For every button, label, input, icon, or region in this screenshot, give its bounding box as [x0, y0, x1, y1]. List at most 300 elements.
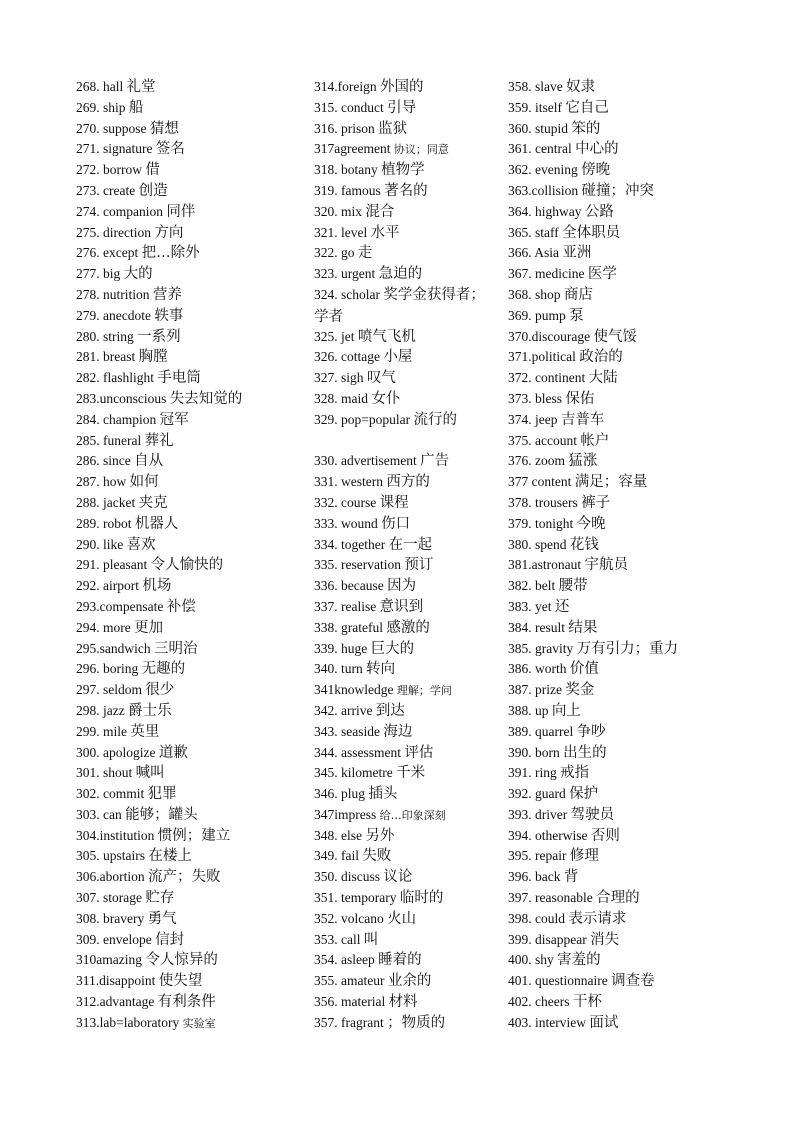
vocab-english-word: 361. central: [508, 141, 576, 157]
vocab-english-word: 379. tonight: [508, 515, 577, 531]
vocab-entry: [508, 950, 720, 971]
vocab-chinese-meaning: 失去知觉的: [169, 390, 243, 407]
vocab-chinese-meaning: 广告: [420, 453, 450, 470]
vocab-entry: [314, 535, 486, 556]
vocab-entry: [508, 181, 720, 202]
vocab-english-word: 381.astronaut: [508, 557, 585, 573]
vocab-english-word: 398. could: [508, 910, 569, 926]
vocab-chinese-meaning: 奖金: [565, 682, 595, 699]
vocab-english-word: 358. slave: [508, 79, 567, 94]
vocab-english-word: 320. mix: [314, 203, 366, 219]
vocab-entry: [76, 867, 308, 888]
vocab-entry: [76, 680, 308, 701]
vocab-english-word: 326. cottage: [314, 349, 384, 365]
vocab-chinese-meaning: 流行的: [413, 411, 457, 428]
vocab-english-word: 365. staff: [508, 224, 563, 240]
vocab-column-2: [314, 77, 486, 1034]
vocab-entry: [508, 1013, 720, 1034]
vocab-chinese-meaning: 同伴: [166, 203, 196, 220]
vocab-entry: [508, 431, 720, 452]
vocab-english-word: 354. asleep: [314, 952, 379, 968]
vocab-chinese-meaning: 更加: [134, 619, 164, 636]
vocab-english-word: 393. driver: [508, 806, 571, 822]
vocab-english-word: 329. pop=popular: [314, 411, 414, 427]
vocab-english-word: 334. together: [314, 536, 389, 552]
vocab-chinese-meaning: 伤口: [381, 515, 411, 532]
vocab-chinese-meaning: 宇航员: [584, 557, 628, 574]
vocab-chinese-meaning: 争吵: [576, 723, 606, 740]
vocab-english-word: 333. wound: [314, 515, 382, 531]
vocab-entry: [76, 223, 308, 244]
vocab-english-word: 316. prison: [314, 120, 379, 136]
vocab-english-word: 343. seaside: [314, 723, 384, 739]
vocab-chinese-meaning: 叹气: [366, 370, 396, 387]
vocab-chinese-meaning: 有利条件: [157, 994, 216, 1011]
vocab-chinese-meaning: 猛涨: [568, 453, 598, 470]
vocab-chinese-meaning: 植物学: [381, 162, 425, 179]
vocab-entry: [314, 701, 486, 722]
vocab-chinese-meaning: 小屋: [383, 349, 413, 366]
vocab-entry: [508, 98, 720, 119]
vocab-entry: [314, 909, 486, 930]
vocab-english-word: 340. turn: [314, 661, 367, 677]
vocab-entry: [508, 368, 720, 389]
vocab-english-word: 293.compensate: [76, 598, 167, 614]
vocab-chinese-meaning: 西方的: [386, 474, 430, 491]
vocab-entry: [508, 285, 720, 306]
vocab-chinese-meaning: 借: [145, 162, 160, 179]
vocab-entry: [508, 514, 720, 535]
vocab-english-word: 317agreement: [314, 141, 394, 157]
vocab-entry: [508, 701, 720, 722]
vocab-english-word: 330. advertisement: [314, 453, 421, 469]
vocab-entry: [314, 451, 486, 472]
vocab-chinese-meaning: 万有引力；重力: [576, 640, 679, 657]
vocab-entry: [76, 306, 308, 327]
vocab-chinese-meaning: 犯罪: [147, 786, 177, 803]
vocab-entry: [76, 472, 308, 493]
vocab-entry: [314, 950, 486, 971]
vocab-english-word: 375. account: [508, 432, 581, 448]
vocab-chinese-meaning: 意识到: [379, 598, 424, 615]
vocab-english-word: 284. champion: [76, 411, 160, 427]
vocab-chinese-meaning: 材料: [388, 994, 418, 1011]
vocab-chinese-meaning: 一系列: [137, 328, 181, 345]
vocab-english-word: 341knowledge: [314, 682, 397, 698]
vocab-entry: [508, 77, 720, 98]
vocab-entry: [508, 743, 720, 764]
vocab-english-word: 273. create: [76, 182, 139, 198]
vocab-chinese-meaning: 吉普车: [560, 411, 605, 428]
vocab-entry: [76, 535, 308, 556]
vocab-entry: [314, 493, 486, 514]
vocab-english-word: 359. itself: [508, 99, 566, 115]
vocab-chinese-meaning: 裤子: [581, 494, 611, 511]
vocab-chinese-meaning: 轶事: [154, 307, 184, 324]
vocab-english-word: 380. spend: [508, 536, 570, 552]
vocab-entry: [76, 1013, 308, 1034]
vocab-chinese-meaning: 创造: [138, 182, 168, 199]
vocab-chinese-meaning: 三明治: [154, 640, 198, 657]
vocab-entry: [314, 722, 486, 743]
vocab-chinese-meaning: 保佑: [565, 390, 595, 407]
vocab-entry: [508, 119, 720, 140]
vocab-english-word: 279. anecdote: [76, 307, 155, 323]
vocab-chinese-meaning: 喊叫: [135, 765, 165, 782]
vocab-chinese-meaning: 奖学金获得者；学者: [314, 286, 485, 325]
vocab-english-word: 315. conduct: [314, 99, 388, 115]
vocab-entry: [76, 763, 308, 784]
vocab-entry: [76, 722, 308, 743]
vocab-entry: [508, 472, 720, 493]
vocab-chinese-meaning: 胸膛: [138, 349, 168, 366]
vocab-entry: [314, 98, 486, 119]
vocab-english-word: 303. can: [76, 806, 126, 822]
vocab-entry: [76, 119, 308, 140]
vocab-chinese-meaning: 勇气: [147, 910, 177, 927]
vocab-english-word: 356. material: [314, 994, 389, 1010]
vocab-english-word: 360. stupid: [508, 120, 572, 136]
vocab-english-word: 332. course: [314, 494, 380, 510]
vocab-chinese-meaning: 表示请求: [568, 910, 627, 927]
vocab-english-word: 395. repair: [508, 848, 570, 864]
vocab-entry: [508, 763, 720, 784]
vocab-entry: [508, 618, 720, 639]
vocab-english-word: 297. seldom: [76, 682, 146, 698]
vocab-chinese-meaning: 信封: [155, 931, 185, 948]
vocab-chinese-meaning: 叫: [363, 931, 379, 948]
vocab-entry: [76, 389, 308, 410]
vocab-entry: [314, 867, 486, 888]
vocab-english-word: 344. assessment: [314, 744, 405, 760]
vocab-entry: [76, 431, 308, 452]
vocab-entry: [508, 784, 720, 805]
vocab-english-word: 399. disappear: [508, 931, 591, 947]
vocab-entry: [314, 368, 486, 389]
vocab-entry: [314, 618, 486, 639]
vocab-chinese-meaning: 花钱: [569, 536, 599, 553]
vocab-column-3: [508, 77, 720, 1034]
vocab-chinese-meaning: 把…除外: [141, 245, 200, 262]
vocab-entry: [314, 846, 486, 867]
vocab-entry: [508, 805, 720, 826]
vocab-english-word: 362. evening: [508, 162, 582, 178]
vocab-chinese-meaning: 笨的: [571, 120, 601, 137]
vocab-entry: [76, 639, 308, 660]
vocab-english-word: 336. because: [314, 578, 388, 594]
vocab-chinese-meaning: 睡着的: [378, 952, 422, 969]
vocab-entry: [76, 576, 308, 597]
vocab-entry: [76, 98, 308, 119]
vocab-english-word: 352. volcano: [314, 910, 388, 926]
vocab-chinese-meaning: 修理: [569, 848, 599, 865]
vocab-entry: [76, 368, 308, 389]
vocab-english-word: 322. go: [314, 245, 358, 261]
vocab-chinese-meaning: 评估: [404, 744, 434, 761]
vocab-chinese-meaning: 猜想: [149, 120, 179, 137]
vocab-entry: [508, 722, 720, 743]
vocab-chinese-meaning: 礼堂: [126, 79, 156, 95]
vocab-chinese-meaning: 结果: [568, 619, 598, 636]
vocab-chinese-meaning: 在一起: [388, 536, 433, 553]
vocab-english-word: 367. medicine: [508, 266, 588, 282]
vocab-chinese-meaning: 泵: [569, 307, 584, 324]
vocab-chinese-meaning: 转向: [366, 661, 396, 678]
vocab-english-word: 368. shop: [508, 286, 564, 302]
vocab-chinese-meaning: 火山: [387, 910, 417, 927]
vocab-english-word: 270. suppose: [76, 120, 150, 136]
vocab-entry: [76, 264, 308, 285]
vocab-chinese-meaning: 医学: [587, 266, 617, 283]
vocab-entry: [314, 285, 486, 327]
vocab-english-word: 294. more: [76, 619, 135, 635]
vocab-english-word: 275. direction: [76, 224, 155, 240]
vocab-entry: [314, 514, 486, 535]
vocab-chinese-meaning: 外国的: [379, 79, 424, 95]
vocab-entry: [76, 285, 308, 306]
vocab-entry: [314, 139, 486, 160]
vocab-chinese-meaning: 令人愉快的: [150, 557, 224, 574]
vocab-chinese-meaning: 政治的: [579, 349, 623, 366]
vocab-entry: [314, 264, 486, 285]
vocab-english-word: 319. famous: [314, 182, 385, 198]
vocab-english-word: 271. signature: [76, 141, 156, 157]
vocab-entry: [508, 327, 720, 348]
vocab-entry: [508, 867, 720, 888]
vocab-chinese-meaning: 中心的: [575, 141, 619, 158]
vocab-chinese-meaning: 临时的: [399, 890, 444, 907]
vocab-chinese-meaning: 使气馁: [593, 328, 637, 345]
vocab-chinese-meaning: 商店: [563, 286, 593, 303]
vocab-chinese-meaning: 预订: [404, 557, 434, 574]
vocab-english-word: 342. arrive: [314, 702, 376, 718]
vocab-english-word: 370.discourage: [508, 328, 594, 344]
vocab-entry: [314, 410, 486, 452]
vocab-chinese-meaning: 签名: [155, 141, 185, 158]
vocab-english-word: 345. kilometre: [314, 765, 397, 781]
vocab-entry: [76, 77, 308, 98]
vocab-english-word: 296. boring: [76, 661, 142, 677]
vocab-english-word: 374. jeep: [508, 411, 561, 427]
vocab-chinese-meaning: 满足；容量: [574, 474, 648, 491]
vocab-english-word: 287. how: [76, 474, 130, 490]
vocab-entry: [508, 410, 720, 431]
vocab-entry: [314, 826, 486, 847]
vocab-chinese-meaning: ；物质的: [387, 1014, 446, 1031]
vocab-chinese-meaning: 无趣的: [141, 661, 186, 678]
vocab-chinese-meaning: 方向: [154, 224, 184, 241]
vocab-chinese-meaning: 奴隶: [566, 79, 596, 95]
vocab-chinese-meaning: 如何: [129, 474, 159, 491]
vocab-chinese-meaning: 葬礼: [144, 432, 174, 449]
vocab-english-word: 366. Asia: [508, 245, 563, 261]
vocab-chinese-meaning: 调查卷: [611, 973, 655, 990]
vocab-chinese-meaning: 保护: [569, 786, 599, 803]
vocab-entry: [76, 743, 308, 764]
vocab-chinese-meaning: 害羞的: [557, 952, 601, 969]
vocab-english-word: 323. urgent: [314, 266, 379, 282]
vocab-english-word: 348. else: [314, 827, 366, 843]
vocab-chinese-meaning: 能够；罐头: [125, 806, 198, 823]
vocab-english-word: 301. shout: [76, 765, 136, 781]
vocab-entry: [508, 846, 720, 867]
vocab-english-word: 272. borrow: [76, 162, 146, 178]
vocab-entry: [314, 202, 486, 223]
vocab-english-word: 325. jet: [314, 328, 358, 344]
vocab-entry: [76, 992, 308, 1013]
vocab-entry: [508, 243, 720, 264]
vocab-chinese-meaning: 碰撞；冲突: [581, 182, 654, 199]
vocab-english-word: 350. discuss: [314, 869, 384, 885]
vocab-chinese-meaning: 喷气飞机: [357, 328, 416, 345]
vocab-entry: [76, 701, 308, 722]
vocab-english-word: 289. robot: [76, 515, 135, 531]
vocab-entry: [508, 451, 720, 472]
vocab-chinese-meaning: 面试: [589, 1014, 619, 1031]
vocab-english-word: 387. prize: [508, 682, 566, 698]
vocab-english-word: 373. bless: [508, 390, 566, 406]
vocab-entry: [314, 930, 486, 951]
vocab-english-word: 377 content: [508, 474, 575, 490]
vocab-chinese-meaning: 巨大的: [370, 640, 415, 657]
vocab-chinese-meaning: 营养: [152, 286, 182, 303]
vocab-chinese-meaning: 夹克: [138, 494, 168, 511]
vocab-english-word: 328. maid: [314, 390, 372, 406]
vocab-english-word: 378. trousers: [508, 494, 582, 510]
vocab-entry: [314, 347, 486, 368]
vocab-english-word: 304.institution: [76, 827, 158, 843]
vocab-entry: [508, 347, 720, 368]
vocab-chinese-meaning: 全体职员: [562, 224, 621, 241]
vocab-entry: [508, 888, 720, 909]
vocab-english-word: 397. reasonable: [508, 890, 597, 906]
vocab-chinese-meaning: 道歉: [158, 744, 188, 761]
vocab-chinese-meaning: 因为: [387, 578, 417, 595]
vocab-chinese-meaning: 到达: [375, 702, 405, 719]
vocab-english-word: 327. sigh: [314, 370, 367, 386]
vocab-english-word: 285. funeral: [76, 432, 145, 448]
vocab-entry: [508, 493, 720, 514]
vocab-entry: [314, 576, 486, 597]
vocab-chinese-meaning: 课程: [379, 494, 409, 511]
vocab-english-word: 353. call: [314, 931, 364, 947]
vocab-chinese-meaning: 冠军: [159, 411, 189, 428]
vocab-chinese-meaning: 向上: [551, 702, 581, 719]
vocab-english-word: 347impress: [314, 806, 380, 822]
vocab-chinese-meaning: 千米: [396, 765, 426, 782]
vocab-chinese-meaning: 它自己: [565, 99, 609, 116]
vocab-english-word: 371.political: [508, 349, 580, 365]
vocab-english-word: 310amazing: [76, 952, 146, 968]
vocab-english-word: 318. botany: [314, 162, 382, 178]
vocab-english-word: 346. plug: [314, 786, 369, 802]
vocab-entry: [508, 909, 720, 930]
vocab-chinese-meaning: 帐户: [580, 432, 610, 449]
vocab-chinese-meaning: 价值: [569, 661, 599, 678]
vocab-english-word: 305. upstairs: [76, 848, 149, 864]
vocab-entry: [76, 139, 308, 160]
vocab-entry: [508, 992, 720, 1013]
vocab-entry: [76, 930, 308, 951]
vocab-entry: [314, 77, 486, 98]
vocab-entry: [508, 535, 720, 556]
vocab-entry: [508, 639, 720, 660]
vocab-chinese-meaning: 驾驶员: [570, 806, 615, 823]
vocab-entry: [314, 160, 486, 181]
vocab-entry: [76, 202, 308, 223]
vocab-english-word: 383. yet: [508, 598, 555, 614]
vocab-entry: [508, 389, 720, 410]
vocab-entry: [508, 680, 720, 701]
vocab-entry: [508, 160, 720, 181]
vocab-english-word: 355. amateur: [314, 973, 388, 989]
vocab-entry: [314, 597, 486, 618]
vocab-english-word: 306.abortion: [76, 869, 148, 885]
vocab-entry: [314, 888, 486, 909]
vocab-english-word: 311.disappoint: [76, 973, 159, 989]
vocab-entry: [314, 680, 486, 701]
vocab-chinese-meaning: 合理的: [596, 890, 640, 907]
vocab-entry: [76, 846, 308, 867]
vocab-english-word: 280. string: [76, 328, 138, 344]
vocab-chinese-meaning: 亚洲: [562, 245, 592, 262]
vocab-entry: [76, 181, 308, 202]
vocab-english-word: 299. mile: [76, 723, 131, 739]
vocab-english-word: 281. breast: [76, 349, 139, 365]
vocab-chinese-meaning: 急迫的: [378, 266, 423, 283]
vocab-english-word: 276. except: [76, 245, 142, 261]
vocab-english-word: 384. result: [508, 619, 569, 635]
vocab-chinese-meaning: 爵士乐: [128, 702, 172, 719]
vocab-english-word: 282. flashlight: [76, 370, 158, 386]
vocab-english-word: 339. huge: [314, 640, 371, 656]
vocab-english-word: 386. worth: [508, 661, 570, 677]
vocab-entry: [76, 888, 308, 909]
vocab-chinese-meaning: 消失: [590, 931, 620, 948]
vocab-english-word: 274. companion: [76, 203, 167, 219]
vocab-entry: [314, 784, 486, 805]
vocab-entry: [508, 306, 720, 327]
vocab-chinese-meaning: 协议；同意: [393, 143, 449, 157]
vocab-entry: [76, 243, 308, 264]
vocab-english-word: 286. since: [76, 453, 135, 469]
vocab-chinese-meaning: 还: [554, 598, 570, 615]
vocab-chinese-meaning: 腰带: [558, 578, 588, 595]
vocab-english-word: 302. commit: [76, 786, 148, 802]
vocab-chinese-meaning: 在楼上: [148, 848, 192, 865]
vocab-english-word: 372. continent: [508, 370, 589, 386]
vocab-english-word: 403. interview: [508, 1014, 590, 1030]
vocab-english-word: 391. ring: [508, 765, 561, 781]
vocab-chinese-meaning: 英里: [130, 723, 160, 740]
vocab-entry: [314, 805, 486, 826]
vocab-english-word: 300. apologize: [76, 744, 159, 760]
vocab-chinese-meaning: 实验室: [182, 1016, 216, 1030]
vocab-entry: [76, 160, 308, 181]
vocab-english-word: 309. envelope: [76, 931, 156, 947]
vocab-entry: [314, 119, 486, 140]
vocab-english-word: 313.lab=laboratory: [76, 1014, 183, 1030]
vocab-english-word: 390. born: [508, 744, 564, 760]
vocab-chinese-meaning: 监狱: [378, 120, 408, 137]
vocab-entry: [314, 223, 486, 244]
vocab-entry: [508, 223, 720, 244]
vocab-entry: [508, 597, 720, 618]
vocab-chinese-meaning: 大陆: [588, 370, 618, 387]
vocab-english-word: 394. otherwise: [508, 827, 591, 843]
vocab-entry: [314, 327, 486, 348]
vocab-chinese-meaning: 插头: [368, 786, 398, 803]
